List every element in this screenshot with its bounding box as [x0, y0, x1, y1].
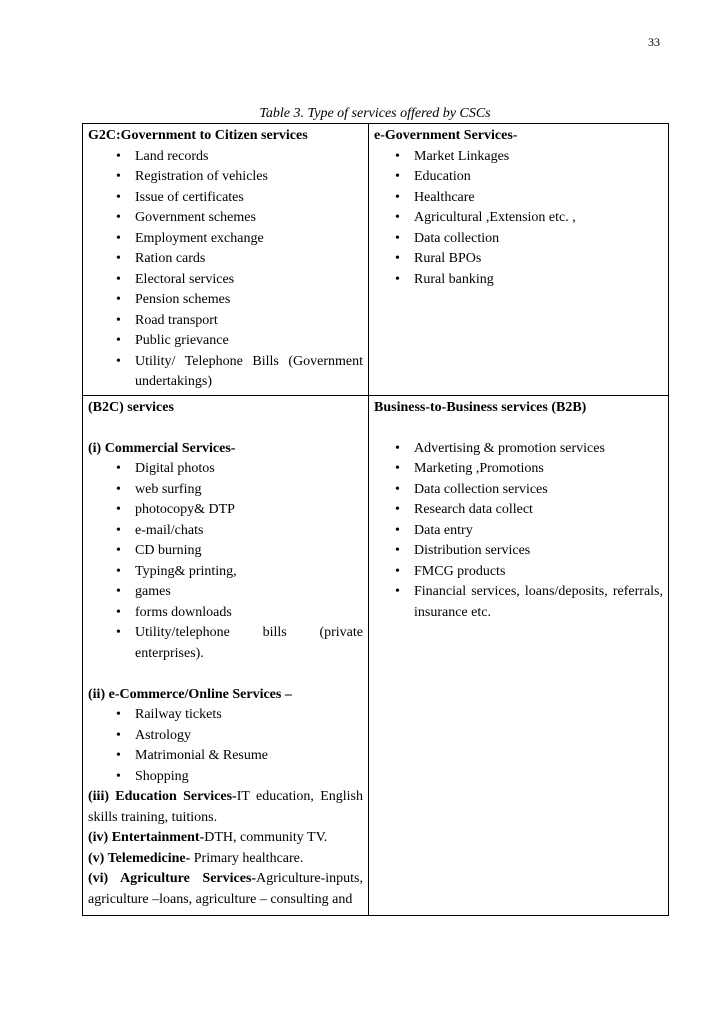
- list-item: • games: [88, 582, 363, 603]
- g2c-list: [88, 147, 363, 393]
- education-text: IT education, English skills training, tuitions.: [88, 789, 363, 825]
- list-item: • FMCG products: [374, 562, 663, 583]
- list-item: • forms downloads: [88, 603, 363, 624]
- list-item: • Research data collect: [374, 500, 663, 521]
- services-table: [82, 123, 669, 916]
- page-number: 33: [648, 35, 660, 49]
- list-item: • Utility/telephone bills (private enterprises).: [88, 623, 363, 664]
- ecommerce-heading: (ii) e-Commerce/Online Services –: [88, 686, 292, 702]
- agriculture-text: Agriculture-inputs, agriculture –loans, agriculture – consulting and: [88, 871, 363, 907]
- list-item: • Typing& printing,: [88, 562, 363, 583]
- list-item: • Public grievance: [88, 331, 363, 352]
- list-item: • Data collection services: [374, 480, 663, 501]
- list-item: • Electoral services: [88, 270, 363, 291]
- list-item: • Utility/ Telephone Bills (Government undertakings): [88, 352, 363, 393]
- table-caption: Table 3. Type of services offered by CSCs: [259, 106, 491, 121]
- g2c-heading: G2C:Government to Citizen services: [88, 128, 308, 143]
- telemedicine-text: Primary healthcare.: [190, 850, 304, 866]
- list-item: • Distribution services: [374, 541, 663, 562]
- list-item: • Issue of certificates: [88, 188, 363, 209]
- telemedicine-label: (v) Telemedicine-: [88, 850, 191, 866]
- egov-cell: [369, 124, 669, 396]
- list-item: • e-mail/chats: [88, 521, 363, 542]
- g2c-cell: [83, 124, 369, 396]
- table-row: [83, 395, 669, 915]
- list-item: • Astrology: [88, 726, 363, 747]
- education-services: [88, 787, 363, 828]
- b2c-cell: [83, 395, 369, 915]
- table-row: [83, 124, 669, 396]
- list-item: • photocopy& DTP: [88, 500, 363, 521]
- commercial-list: [88, 459, 363, 664]
- entertainment-services: [88, 828, 363, 849]
- list-item: • Rural banking: [374, 270, 663, 291]
- list-item: • Healthcare: [374, 188, 663, 209]
- list-item: • Railway tickets: [88, 705, 363, 726]
- list-item: • Ration cards: [88, 249, 363, 270]
- list-item: • Financial services, loans/deposits, referrals, insurance etc.: [374, 582, 663, 623]
- education-label: (iii) Education Services-: [88, 789, 237, 804]
- list-item: • Shopping: [88, 767, 363, 788]
- list-item: • Data entry: [374, 521, 663, 542]
- b2b-list: [374, 439, 663, 624]
- list-item: • Pension schemes: [88, 290, 363, 311]
- list-item: • Employment exchange: [88, 229, 363, 250]
- commercial-heading: (i) Commercial Services-: [88, 440, 236, 456]
- list-item: • Digital photos: [88, 459, 363, 480]
- list-item: • CD burning: [88, 541, 363, 562]
- list-item: • Advertising & promotion services: [374, 439, 663, 460]
- list-item: • Rural BPOs: [374, 249, 663, 270]
- agriculture-label: (vi) Agriculture Services-: [88, 871, 257, 886]
- list-item: • Education: [374, 167, 663, 188]
- entertainment-label: (iv) Entertainment-: [88, 830, 205, 845]
- b2b-heading: Business-to-Business services (B2B): [374, 399, 587, 415]
- telemedicine-services: [88, 849, 363, 870]
- list-item: • Government schemes: [88, 208, 363, 229]
- list-item: • Marketing ,Promotions: [374, 459, 663, 480]
- list-item: • Matrimonial & Resume: [88, 746, 363, 767]
- list-item: • Road transport: [88, 311, 363, 332]
- egov-list: [374, 147, 663, 291]
- egov-heading: e-Government Services-: [374, 128, 518, 143]
- ecommerce-list: [88, 705, 363, 787]
- list-item: • Market Linkages: [374, 147, 663, 168]
- list-item: • Registration of vehicles: [88, 167, 363, 188]
- b2c-heading: (B2C) services: [88, 399, 174, 415]
- list-item: • Land records: [88, 147, 363, 168]
- list-item: • web surfing: [88, 480, 363, 501]
- agriculture-services: [88, 869, 363, 910]
- list-item: • Data collection: [374, 229, 663, 250]
- b2b-cell: [369, 395, 669, 915]
- list-item: • Agricultural ,Extension etc. ,: [374, 208, 663, 229]
- entertainment-text: DTH, community TV.: [204, 830, 328, 845]
